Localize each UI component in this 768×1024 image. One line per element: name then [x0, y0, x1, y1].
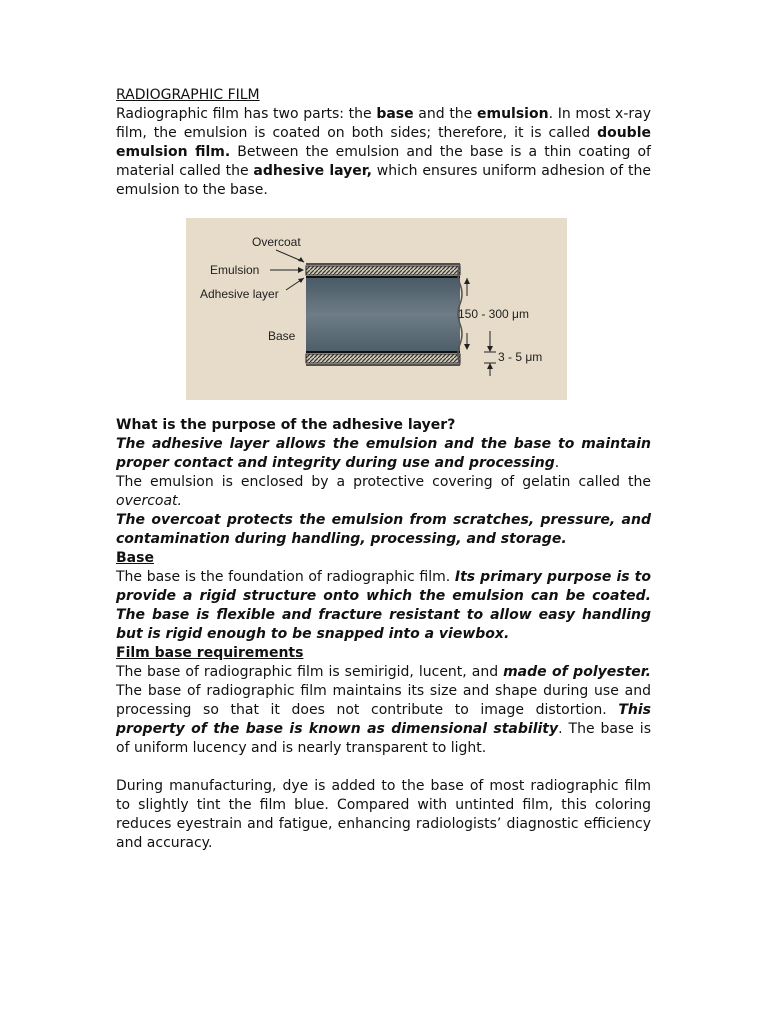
label-adhesive-thickness: 3 - 5 μm — [498, 350, 543, 364]
base-paragraph: The base is the foundation of radiographic film. Its primary purpose is to provide a rigid structure onto which the emulsion can be coated. The base is flexible and fracture resistant to allow easy handling but is rigid enough to be snapped into a viewbox. — [116, 569, 651, 642]
label-base-thickness: 150 - 300 μm — [458, 307, 529, 321]
label-emulsion: Emulsion — [210, 263, 260, 277]
film-base-requirements-heading: Film base requirements — [116, 645, 304, 661]
requirements-paragraph: The base of radiographic film is semirigid, lucent, and made of polyester. The base of radiographic film maintains its size and shape during use and processing so that it does not contribute to image distortion. This property of the base is known as dimensional stability. The base is of uniform lucency and is nearly transparent to light. — [116, 664, 651, 756]
document-title: RADIOGRAPHIC FILM — [116, 87, 260, 103]
top-emulsion-layer — [306, 266, 460, 275]
film-cross-section-figure — [186, 218, 567, 400]
label-base: Base — [268, 329, 296, 343]
bottom-emulsion-layer — [306, 354, 460, 363]
dye-paragraph: During manufacturing, dye is added to the base of most radiographic film to slightly tint the film blue. Compared with untinted film, this coloring reduces eyestrain and fatigue, enhancing radiologists’ diagnostic efficiency and accuracy. — [116, 778, 651, 851]
base-heading: Base — [116, 550, 154, 566]
overcoat-paragraph: The emulsion is enclosed by a protective covering of gelatin called the overcoat. The overcoat protects the emulsion from scratches, pressure, and contamination during handling, processing, and storage. — [116, 474, 651, 547]
adhesive-answer: The adhesive layer allows the emulsion and the base to maintain proper contact and integrity during use and processing. — [116, 436, 651, 471]
film-diagram — [186, 218, 567, 400]
label-adhesive-layer: Adhesive layer — [200, 287, 279, 301]
base-layer — [306, 278, 460, 351]
question-heading: What is the purpose of the adhesive layer? — [116, 417, 456, 433]
label-overcoat: Overcoat — [252, 235, 301, 249]
document-page — [116, 86, 651, 853]
intro-paragraph: Radiographic film has two parts: the base and the emulsion. In most x-ray film, the emulsion is coated on both sides; therefore, it is called double emulsion film. Between the emulsion and the base is a thin coating of material called the adhesive layer, which ensures uniform adhesion of the emulsion to the base. — [116, 106, 652, 198]
